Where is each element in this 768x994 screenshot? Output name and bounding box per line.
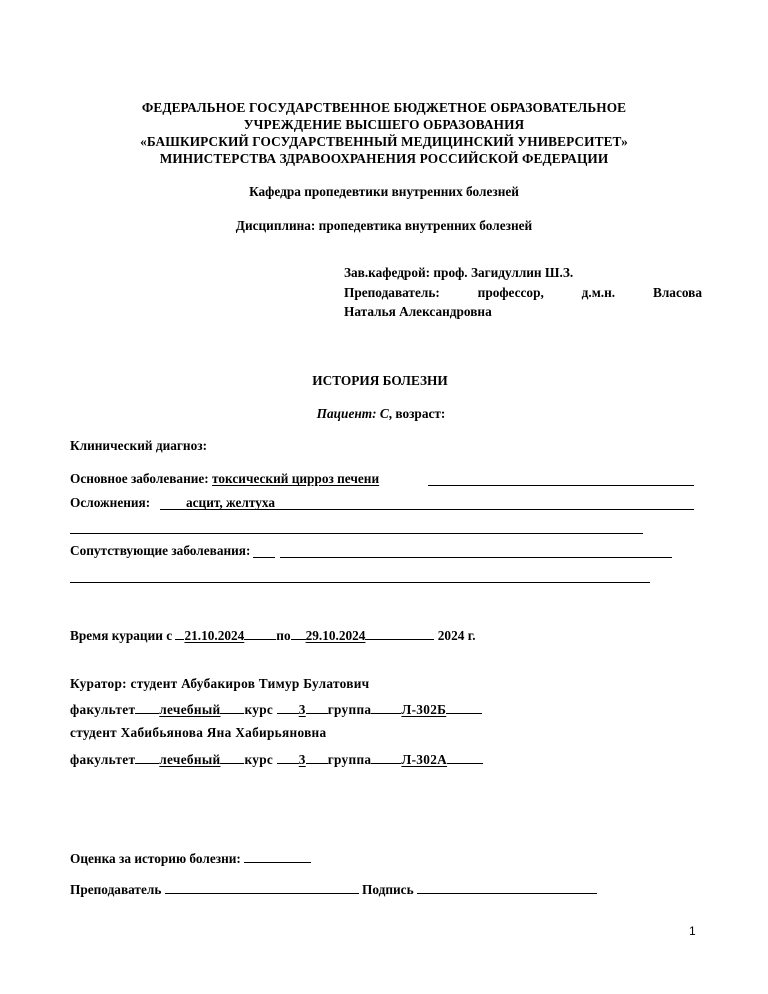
complications-row xyxy=(70,495,150,511)
blank xyxy=(447,750,483,764)
grade-label: Оценка за историю болезни: xyxy=(70,851,245,866)
comorbid-label: Сопутствующие заболевания: xyxy=(70,543,251,558)
faculty-value[interactable]: лечебный xyxy=(159,752,221,767)
head-of-department: Зав.кафедрой: проф. Загидуллин Ш.З. xyxy=(344,265,574,280)
blank xyxy=(306,700,328,714)
blank xyxy=(365,626,434,640)
group-label: группа xyxy=(327,752,372,767)
blank xyxy=(291,626,306,640)
main-disease-label: Основное заболевание: xyxy=(70,471,213,486)
teacher-name: Наталья Александровна xyxy=(344,304,492,319)
signature-blank[interactable] xyxy=(417,880,597,894)
blank xyxy=(220,700,244,714)
curator-1-name: Куратор: студент Абубакиров Тимур Булатович xyxy=(70,676,370,691)
comorbid-blank-line[interactable] xyxy=(280,557,672,558)
blank xyxy=(371,700,401,714)
teacher-line xyxy=(344,285,702,301)
discipline: Дисциплина: пропедевтика внутренних болезней xyxy=(235,218,533,233)
teacher-word: д.м.н. xyxy=(581,285,616,300)
main-disease-value[interactable]: токсический цирроз печени xyxy=(212,471,380,486)
comorbid-short-blank[interactable] xyxy=(253,557,275,558)
teacher-word: Власова xyxy=(652,285,702,300)
blank xyxy=(277,750,299,764)
main-disease-row xyxy=(70,471,379,487)
faculty-value[interactable]: лечебный xyxy=(159,702,221,717)
blank xyxy=(277,700,299,714)
group-value[interactable]: Л-302Б xyxy=(401,702,447,717)
grade-blank[interactable] xyxy=(244,849,311,863)
patient-age-label: , возраст: xyxy=(388,406,446,421)
clinical-diagnosis-label: Клинический диагноз: xyxy=(70,438,208,453)
blank xyxy=(446,700,482,714)
curation-year: 2024 г. xyxy=(437,628,476,643)
curation-row xyxy=(70,626,476,644)
patient-line xyxy=(0,406,765,422)
header-line-2: УЧРЕЖДЕНИЕ ВЫСШЕГО ОБРАЗОВАНИЯ xyxy=(243,117,525,132)
course-value[interactable]: 3 xyxy=(298,752,306,767)
blank xyxy=(135,700,159,714)
patient-initial: С xyxy=(379,406,389,421)
curation-to-date[interactable]: 29.10.2024 xyxy=(305,628,366,643)
group-label: группа xyxy=(327,702,372,717)
signature-row xyxy=(70,880,597,898)
blank xyxy=(220,750,244,764)
teacher-word: профессор, xyxy=(477,285,544,300)
teacher-blank[interactable] xyxy=(165,880,359,894)
grade-row xyxy=(70,849,311,867)
teacher-word: Преподаватель: xyxy=(344,285,440,300)
document-title: ИСТОРИЯ БОЛЕЗНИ xyxy=(312,373,448,388)
header-line-1: ФЕДЕРАЛЬНОЕ ГОСУДАРСТВЕННОЕ БЮДЖЕТНОЕ ОБРАЗОВАТЕЛЬНОЕ xyxy=(141,100,627,115)
header-line-4: МИНИСТЕРСТВА ЗДРАВООХРАНЕНИЯ РОССИЙСКОЙ ФЕДЕРАЦИИ xyxy=(159,151,609,166)
faculty-label: факультет xyxy=(70,702,136,717)
curation-to-label: по xyxy=(276,628,291,643)
group-value[interactable]: Л-302А xyxy=(401,752,448,767)
curator-2-details xyxy=(70,750,483,768)
complications-label: Осложнения: xyxy=(70,495,151,510)
complications-extra-line xyxy=(70,533,643,534)
complications-value[interactable]: асцит, желтуха xyxy=(186,495,276,510)
blank xyxy=(135,750,159,764)
course-value[interactable]: 3 xyxy=(298,702,306,717)
page-number: 1 xyxy=(689,924,696,938)
main-disease-blank-line xyxy=(428,485,694,486)
patient-label: Пациент: xyxy=(316,406,377,421)
curator-1-details xyxy=(70,700,482,718)
curator-2-name: студент Хабибьянова Яна Хабирьяновна xyxy=(70,725,327,740)
blank xyxy=(244,626,276,640)
curation-label: Время курации с xyxy=(70,628,176,643)
blank xyxy=(371,750,401,764)
curation-from-date[interactable]: 21.10.2024 xyxy=(184,628,245,643)
comorbid-extra-line[interactable] xyxy=(70,582,650,583)
signature-label: Подпись xyxy=(358,882,417,897)
blank xyxy=(306,750,328,764)
department: Кафедра пропедевтики внутренних болезней xyxy=(249,184,519,199)
course-label: курс xyxy=(244,702,277,717)
teacher-label: Преподаватель xyxy=(70,882,165,897)
course-label: курс xyxy=(244,752,277,767)
header-line-3: «БАШКИРСКИЙ ГОСУДАРСТВЕННЫЙ МЕДИЦИНСКИЙ УНИВЕРСИТЕТ» xyxy=(140,134,628,149)
faculty-label: факультет xyxy=(70,752,136,767)
